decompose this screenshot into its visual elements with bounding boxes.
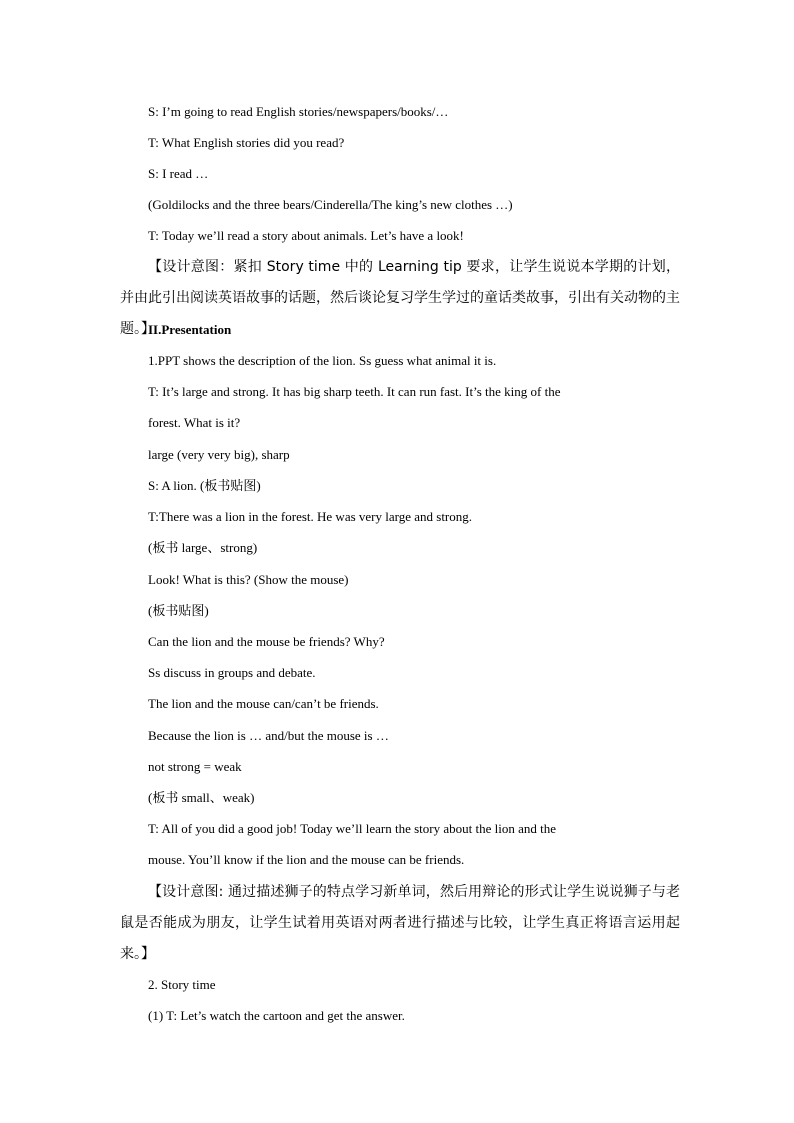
design-intent-note: 【设计意图：紧扣 Story time 中的 Learning tip 要求，让学生说说本学期的计划，并由此引出阅读英语故事的话题，然后谈论复习学生学过的童话类故事，引出有关动物的主题。】 [120,259,680,337]
dialogue-line: T: What English stories did you read? [148,135,345,150]
presentation-line: Because the lion is … and/but the mouse is … [148,728,389,743]
presentation-line: T:There was a lion in the forest. He was very large and strong. [148,509,473,524]
presentation-line: Can the lion and the mouse be friends? Why? [148,634,385,649]
presentation-line: mouse. You’ll know if the lion and the mouse can be friends. [148,852,465,867]
presentation-line: 1.PPT shows the description of the lion. Ss guess what animal it is. [148,353,497,368]
presentation-line: T: All of you did a good job! Today we’ll learn the story about the lion and the [148,821,556,836]
presentation-line: S: A lion. (板书贴图) [148,478,261,493]
section-title: II.Presentation [148,322,232,337]
presentation-line: large (very very big), sharp [148,447,290,462]
story-line: 2. Story time [148,977,216,992]
presentation-line: Ss discuss in groups and debate. [148,665,316,680]
story-line: (1) T: Let’s watch the cartoon and get the answer. [148,1008,405,1023]
design-intent-note: 【设计意图: 通过描述狮子的特点学习新单词，然后用辩论的形式让学生说说狮子与老鼠是否能成为朋友，让学生试着用英语对两者进行描述与比较，让学生真正将语言运用起来。】 [120,884,680,962]
dialogue-line: T: Today we’ll read a story about animals. Let’s have a look! [148,228,464,243]
dialogue-line: S: I read … [148,166,209,181]
presentation-line: (板书 small、weak) [148,790,255,805]
presentation-line: Look! What is this? (Show the mouse) [148,572,349,587]
presentation-line: (板书贴图) [148,603,209,618]
presentation-line: forest. What is it? [148,415,241,430]
dialogue-line: (Goldilocks and the three bears/Cinderella/The king’s new clothes …) [148,197,513,212]
presentation-line: not strong = weak [148,759,242,774]
presentation-line: The lion and the mouse can/can’t be friends. [148,696,379,711]
presentation-line: (板书 large、strong) [148,540,258,555]
presentation-line: T: It’s large and strong. It has big sharp teeth. It can run fast. It’s the king of the [148,384,561,399]
dialogue-line: S: I’m going to read English stories/newspapers/books/… [148,104,449,119]
